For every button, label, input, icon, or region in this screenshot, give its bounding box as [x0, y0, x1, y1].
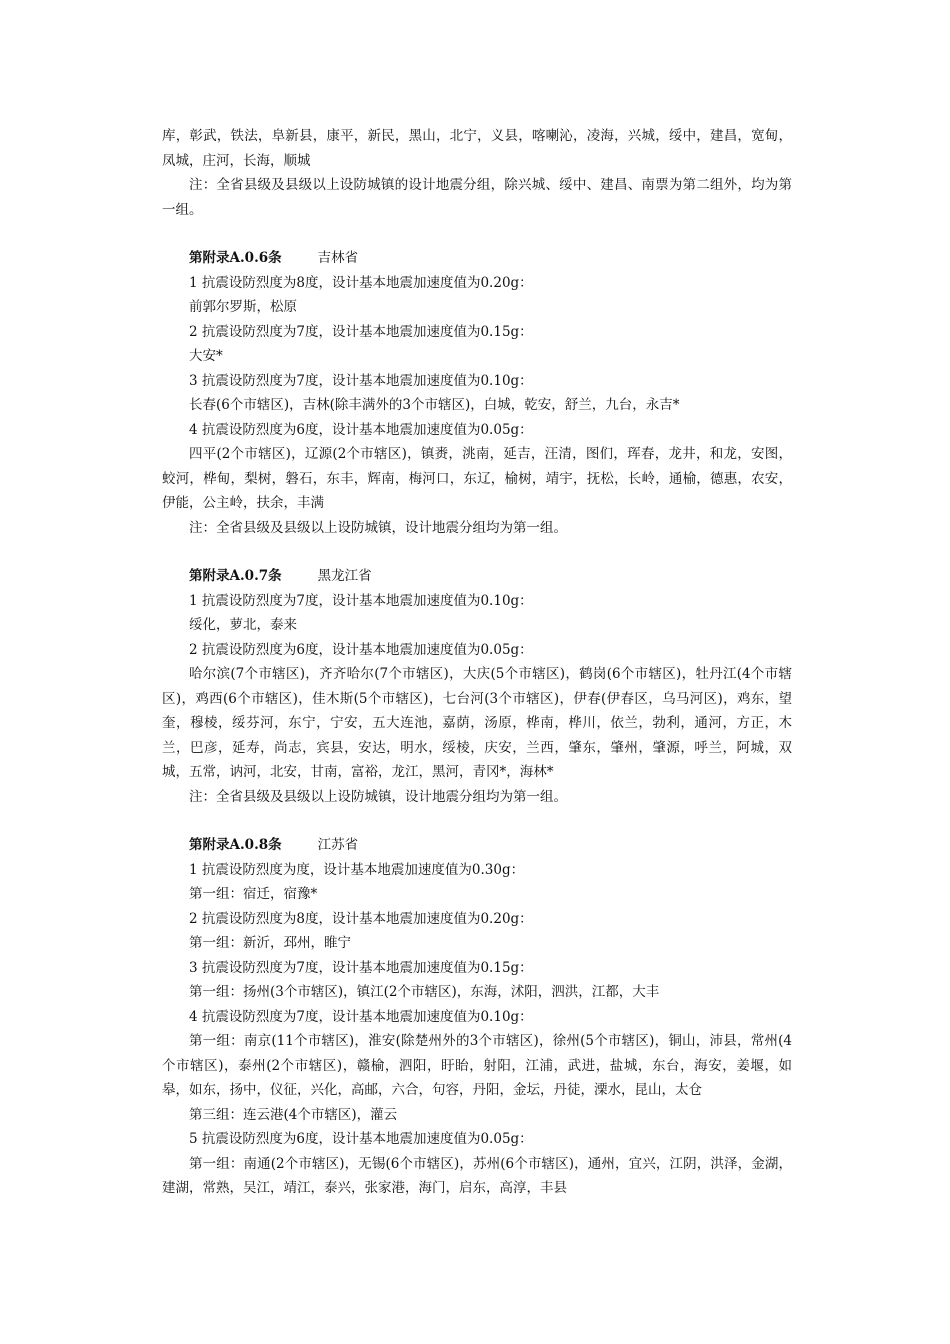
city-list: 绥化，萝北，泰来 — [189, 617, 297, 633]
section-province: 黑龙江省 — [317, 568, 372, 584]
section-heading — [162, 246, 792, 271]
city-list: 第一组：南通(2个市辖区)，无锡(6个市辖区)，苏州(6个市辖区)，通州，宜兴，江阴，洪泽，金湖，建湖，常熟，吴江，靖江，泰兴，张家港，海门，启东，高淳，丰县 — [162, 1155, 792, 1196]
section-province: 江苏省 — [317, 837, 359, 853]
section-a-0-8 — [162, 833, 792, 1201]
section-heading — [162, 564, 792, 589]
city-list: 哈尔滨(7个市辖区)，齐齐哈尔(7个市辖区)，大庆(5个市辖区)，鹤岗(6个市辖区)，牡丹江(4个市辖区)，鸡西(6个市辖区)，佳木斯(5个市辖区)，七台河(3个市辖区)，伊春(伊春区，乌马河区)，鸡东，望奎，穆棱，绥芬河，东宁，宁安，五大连池，嘉荫，汤原，桦南，桦川，依兰，勃利，通河，方正，木兰，巴彦，延寿，尚志，宾县，安达，明水，绥棱，庆安，兰西，肇东，肇州，肇源，呼兰，阿城，双城，五常，讷河，北安，甘南，富裕，龙江，黑河，青冈*，海林* — [162, 666, 792, 780]
section-label: 第附录A.0.7条 — [189, 568, 282, 584]
intensity-line: 4 抗震设防烈度为7度，设计基本地震加速度值为0.10g： — [189, 1008, 533, 1025]
city-list: 第一组：新沂，邳州，睢宁 — [189, 935, 351, 951]
section-gap — [162, 222, 792, 246]
intensity-line: 2 抗震设防烈度为7度，设计基本地震加速度值为0.15g： — [189, 323, 533, 340]
city-list: 四平(2个市辖区)，辽源(2个市辖区)，镇赉，洮南，延吉，汪清，图们，珲春，龙井，和龙，安图，蛟河，桦甸，梨树，磐石，东丰，辉南，梅河口，东辽，榆树，靖宇，抚松，长岭，通榆，德惠，农安，伊能，公主岭，扶余，丰满 — [162, 446, 792, 511]
city-list: 第一组：南京(11个市辖区)，淮安(除楚州外的3个市辖区)，徐州(5个市辖区)，铜山，沛县，常州(4个市辖区)，泰州(2个市辖区)，赣榆，泗阳，盱眙，射阳，江浦，武进，盐城，东台，海安，姜堰，如皋，如东，扬中，仪征，兴化，高邮，六合，句容，丹阳，金坛，丹徒，溧水，昆山，太仓 — [162, 1033, 792, 1098]
section-province: 吉林省 — [317, 250, 359, 266]
city-list: 第一组：扬州(3个市辖区)，镇江(2个市辖区)，东海，沭阳，泗洪，江都，大丰 — [189, 984, 660, 1000]
intensity-line: 2 抗震设防烈度为8度，设计基本地震加速度值为0.20g： — [189, 910, 533, 927]
city-list: 长春(6个市辖区)，吉林(除丰满外的3个市辖区)，白城，乾安，舒兰，九台，永吉* — [189, 397, 680, 413]
page-content — [162, 124, 792, 1201]
intro-note: 注：全省县级及县级以上设防城镇的设计地震分组，除兴城、绥中、建昌、南票为第二组外，均为第一组。 — [162, 177, 792, 218]
city-list: 第一组：宿迁，宿豫* — [189, 886, 318, 902]
section-label: 第附录A.0.8条 — [189, 837, 282, 853]
city-list: 前郭尔罗斯，松原 — [189, 299, 297, 315]
section-note: 注：全省县级及县级以上设防城镇，设计地震分组均为第一组。 — [189, 519, 567, 536]
section-label: 第附录A.0.6条 — [189, 250, 282, 266]
intensity-line: 1 抗震设防烈度为7度，设计基本地震加速度值为0.10g： — [189, 592, 533, 609]
intensity-line: 3 抗震设防烈度为7度，设计基本地震加速度值为0.15g： — [189, 959, 533, 976]
intensity-line: 1 抗震设防烈度为8度，设计基本地震加速度值为0.20g： — [189, 274, 533, 291]
intensity-line: 4 抗震设防烈度为6度，设计基本地震加速度值为0.05g： — [189, 421, 533, 438]
section-gap — [162, 540, 792, 564]
section-note: 注：全省县级及县级以上设防城镇，设计地震分组均为第一组。 — [189, 788, 567, 805]
intensity-line: 1 抗震设防烈度为度，设计基本地震加速度值为0.30g： — [189, 861, 525, 878]
intensity-line: 5 抗震设防烈度为6度，设计基本地震加速度值为0.05g： — [189, 1131, 533, 1147]
city-list: 第三组：连云港(4个市辖区)，灌云 — [189, 1106, 398, 1123]
intensity-line: 2 抗震设防烈度为6度，设计基本地震加速度值为0.05g： — [189, 641, 533, 658]
intensity-line: 3 抗震设防烈度为7度，设计基本地震加速度值为0.10g： — [189, 372, 533, 389]
city-list: 大安* — [189, 348, 223, 364]
section-a-0-6 — [162, 246, 792, 540]
section-heading — [162, 833, 792, 858]
section-gap — [162, 809, 792, 833]
intro-city-list: 库，彰武，铁法，阜新县，康平，新民，黑山，北宁，义县，喀喇沁，凌海，兴城，绥中，建昌，宽甸，凤城，庄河，长海，顺城 — [162, 128, 792, 169]
section-a-0-7 — [162, 564, 792, 809]
